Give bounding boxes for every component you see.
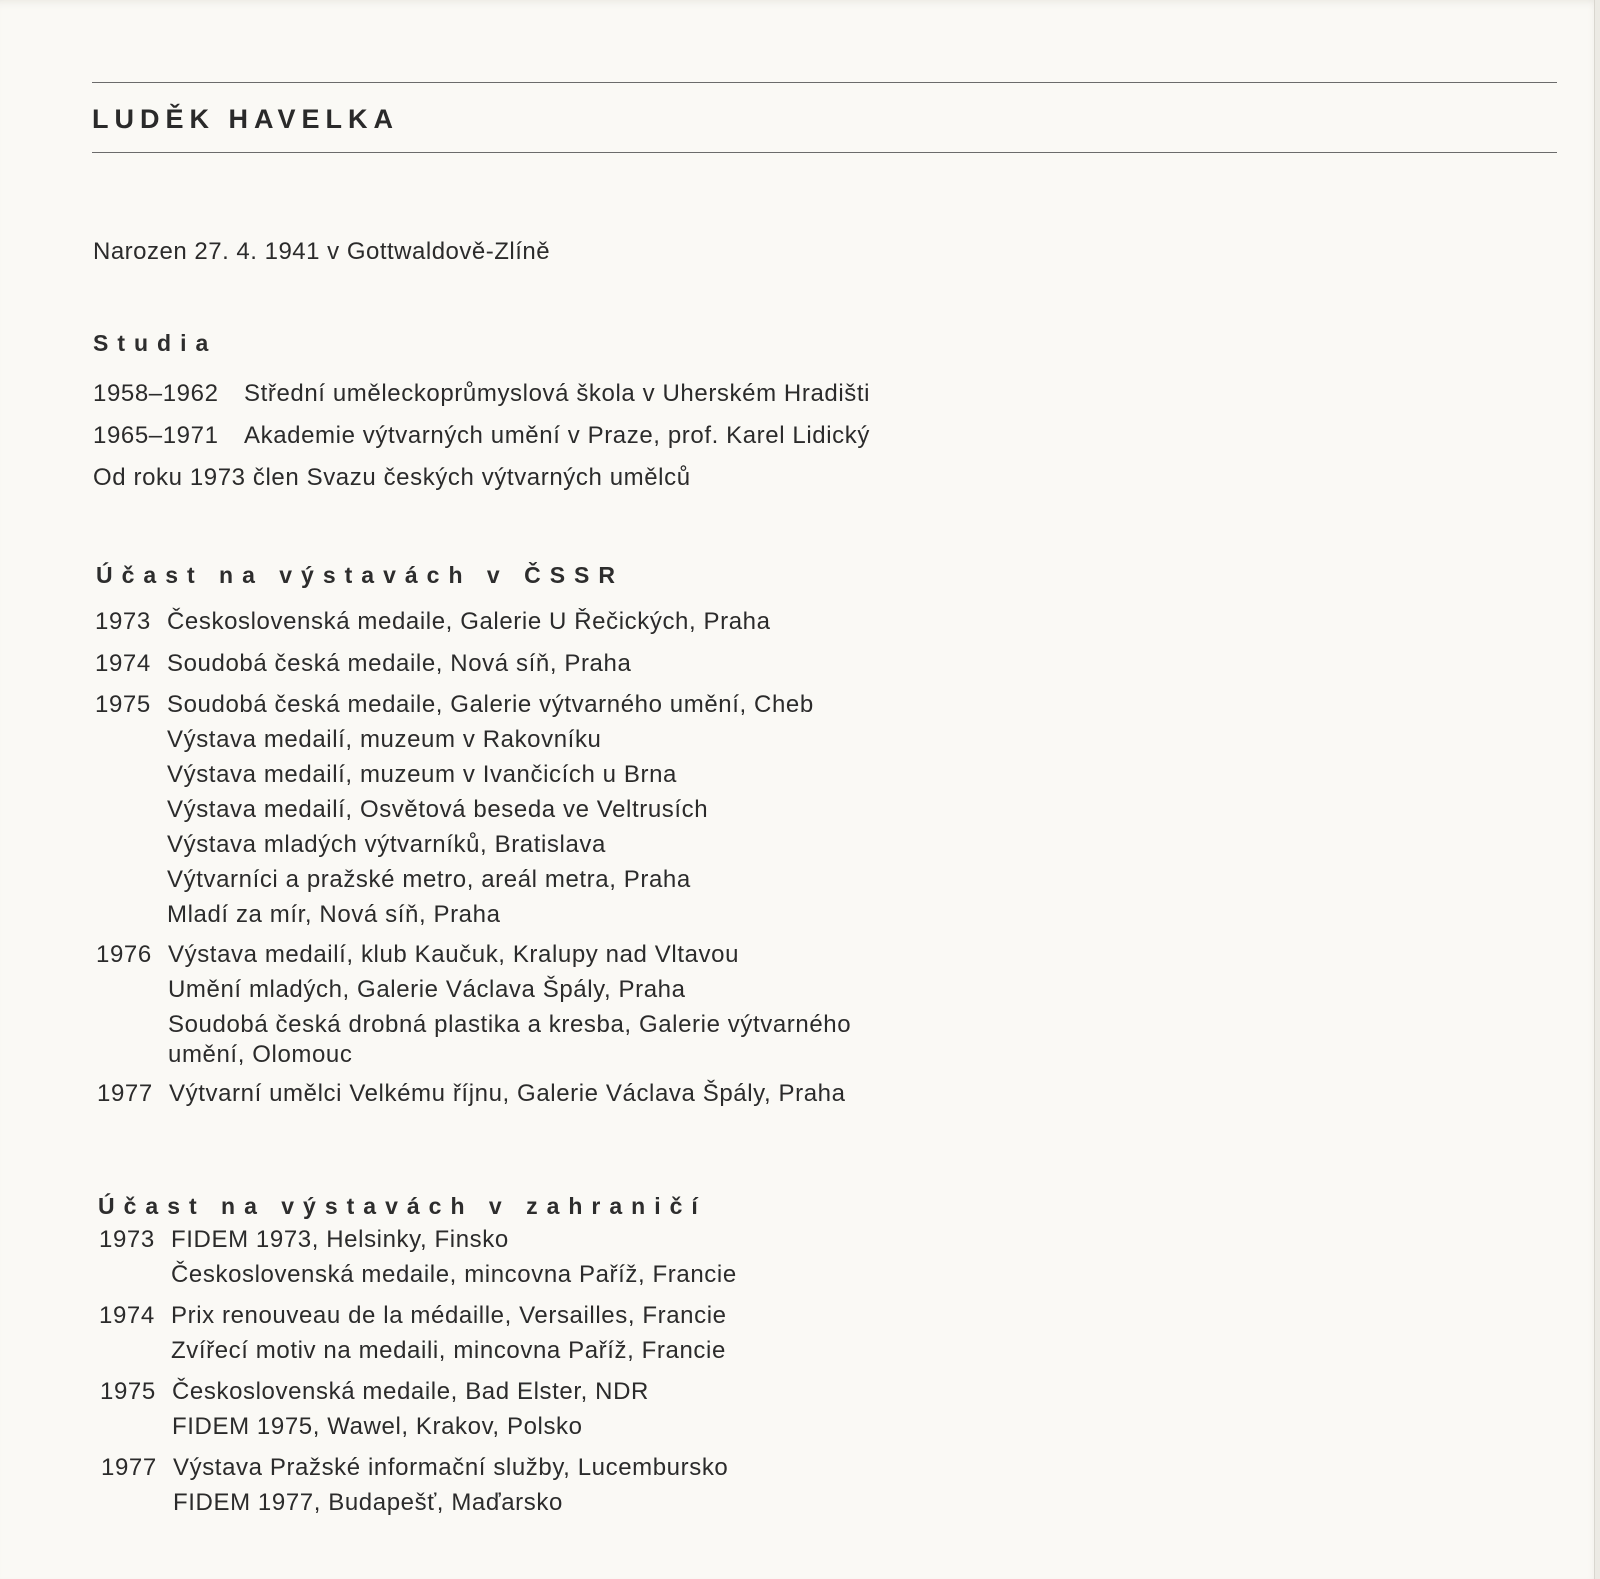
exhibition-line [99, 1337, 726, 1365]
exhibition-text: Československá medaile, mincovna Paříž, Francie [171, 1261, 737, 1288]
exhibition-line [101, 1454, 728, 1482]
exhibition-year: 1975 [100, 1378, 156, 1405]
exhibition-line [101, 1489, 563, 1517]
exhibition-line [95, 761, 677, 789]
exhibition-line [96, 1041, 352, 1069]
exhibition-text: Zvířecí motiv na medaili, mincovna Paříž, Francie [171, 1337, 726, 1364]
birth-info: Narozen 27. 4. 1941 v Gottwaldově-Zlíně [93, 238, 551, 265]
exhibition-line [95, 866, 691, 894]
exhibition-line [99, 1261, 737, 1289]
exhibition-text: Umění mladých, Galerie Václava Špály, Praha [168, 976, 686, 1003]
exhibition-text: Výstava mladých výtvarníků, Bratislava [167, 831, 606, 858]
study-text: Akademie výtvarných umění v Praze, prof. Karel Lidický [244, 422, 870, 449]
exhibition-text: Mladí za mír, Nová síň, Praha [167, 901, 501, 928]
exhibition-text: Výtvarníci a pražské metro, areál metra, Praha [167, 866, 691, 893]
exhibition-text: Výstava medailí, klub Kaučuk, Kralupy nad Vltavou [168, 941, 740, 968]
exhibition-text: FIDEM 1975, Wawel, Krakov, Polsko [172, 1413, 583, 1440]
exhibition-line [100, 1413, 583, 1441]
exhibition-text: Výtvarní umělci Velkému říjnu, Galerie Václava Špály, Praha [169, 1080, 846, 1107]
exhibition-year: 1973 [99, 1226, 155, 1253]
study-years: 1958–1962 [93, 380, 219, 407]
exhibition-year: 1974 [99, 1302, 155, 1329]
exhibition-text: Soudobá česká drobná plastika a kresba, Galerie výtvarného [168, 1011, 852, 1038]
exhibition-text: FIDEM 1977, Budapešť, Maďarsko [173, 1489, 563, 1516]
study-text: Střední uměleckoprůmyslová škola v Uherském Hradišti [244, 380, 871, 407]
exhibition-line [95, 796, 708, 824]
top-rule [92, 82, 1557, 83]
exhibition-text: Prix renouveau de la médaille, Versailles, Francie [171, 1302, 727, 1329]
exhibition-line [96, 1011, 851, 1039]
exhibition-line [97, 1080, 846, 1108]
exhibition-line [99, 1302, 727, 1330]
exhibition-year: 1973 [95, 608, 151, 635]
author-name: LUDĚK HAVELKA [92, 104, 399, 134]
study-years: 1965–1971 [93, 422, 219, 449]
exhibition-year: 1977 [97, 1080, 153, 1107]
study-item [93, 422, 870, 450]
exhibition-line [95, 691, 814, 719]
exhibition-line [96, 941, 739, 969]
page-edge [1594, 0, 1600, 1579]
exhibition-year: 1975 [95, 691, 151, 718]
cssr-exhibitions-heading: Účast na výstavách v ČSSR [96, 562, 624, 588]
exhibition-line [99, 1226, 509, 1254]
exhibition-year: 1977 [101, 1454, 157, 1481]
exhibition-text: Československá medaile, Galerie U Řečických, Praha [167, 608, 771, 635]
exhibition-line [95, 831, 606, 859]
exhibition-year: 1974 [95, 650, 151, 677]
exhibition-line [96, 976, 686, 1004]
exhibition-text: Soudobá česká medaile, Nová síň, Praha [167, 650, 632, 677]
exhibition-year: 1976 [96, 941, 152, 968]
bottom-rule [92, 152, 1557, 153]
exhibition-text: Výstava medailí, muzeum v Ivančicích u Brna [167, 761, 677, 788]
studia-heading: Studia [93, 330, 218, 356]
exhibition-text: Výstava medailí, Osvětová beseda ve Veltrusích [167, 796, 709, 823]
exhibition-line [95, 650, 631, 678]
exhibition-line [95, 901, 501, 929]
exhibition-text: Výstava Pražské informační služby, Lucembursko [173, 1454, 729, 1481]
exhibition-text: Československá medaile, Bad Elster, NDR [172, 1378, 649, 1405]
exhibition-line [100, 1378, 649, 1406]
exhibition-line [95, 608, 771, 636]
exhibition-text: Výstava medailí, muzeum v Rakovníku [167, 726, 602, 753]
exhibition-text: Soudobá česká medaile, Galerie výtvarného umění, Cheb [167, 691, 814, 718]
study-item [93, 380, 870, 408]
membership-line: Od roku 1973 člen Svazu českých výtvarných umělců [93, 464, 691, 491]
exhibition-text: FIDEM 1973, Helsinky, Finsko [171, 1226, 509, 1253]
exhibition-line [95, 726, 602, 754]
exhibition-text: umění, Olomouc [168, 1041, 353, 1068]
abroad-exhibitions-heading: Účast na výstavách v zahraničí [98, 1193, 707, 1219]
